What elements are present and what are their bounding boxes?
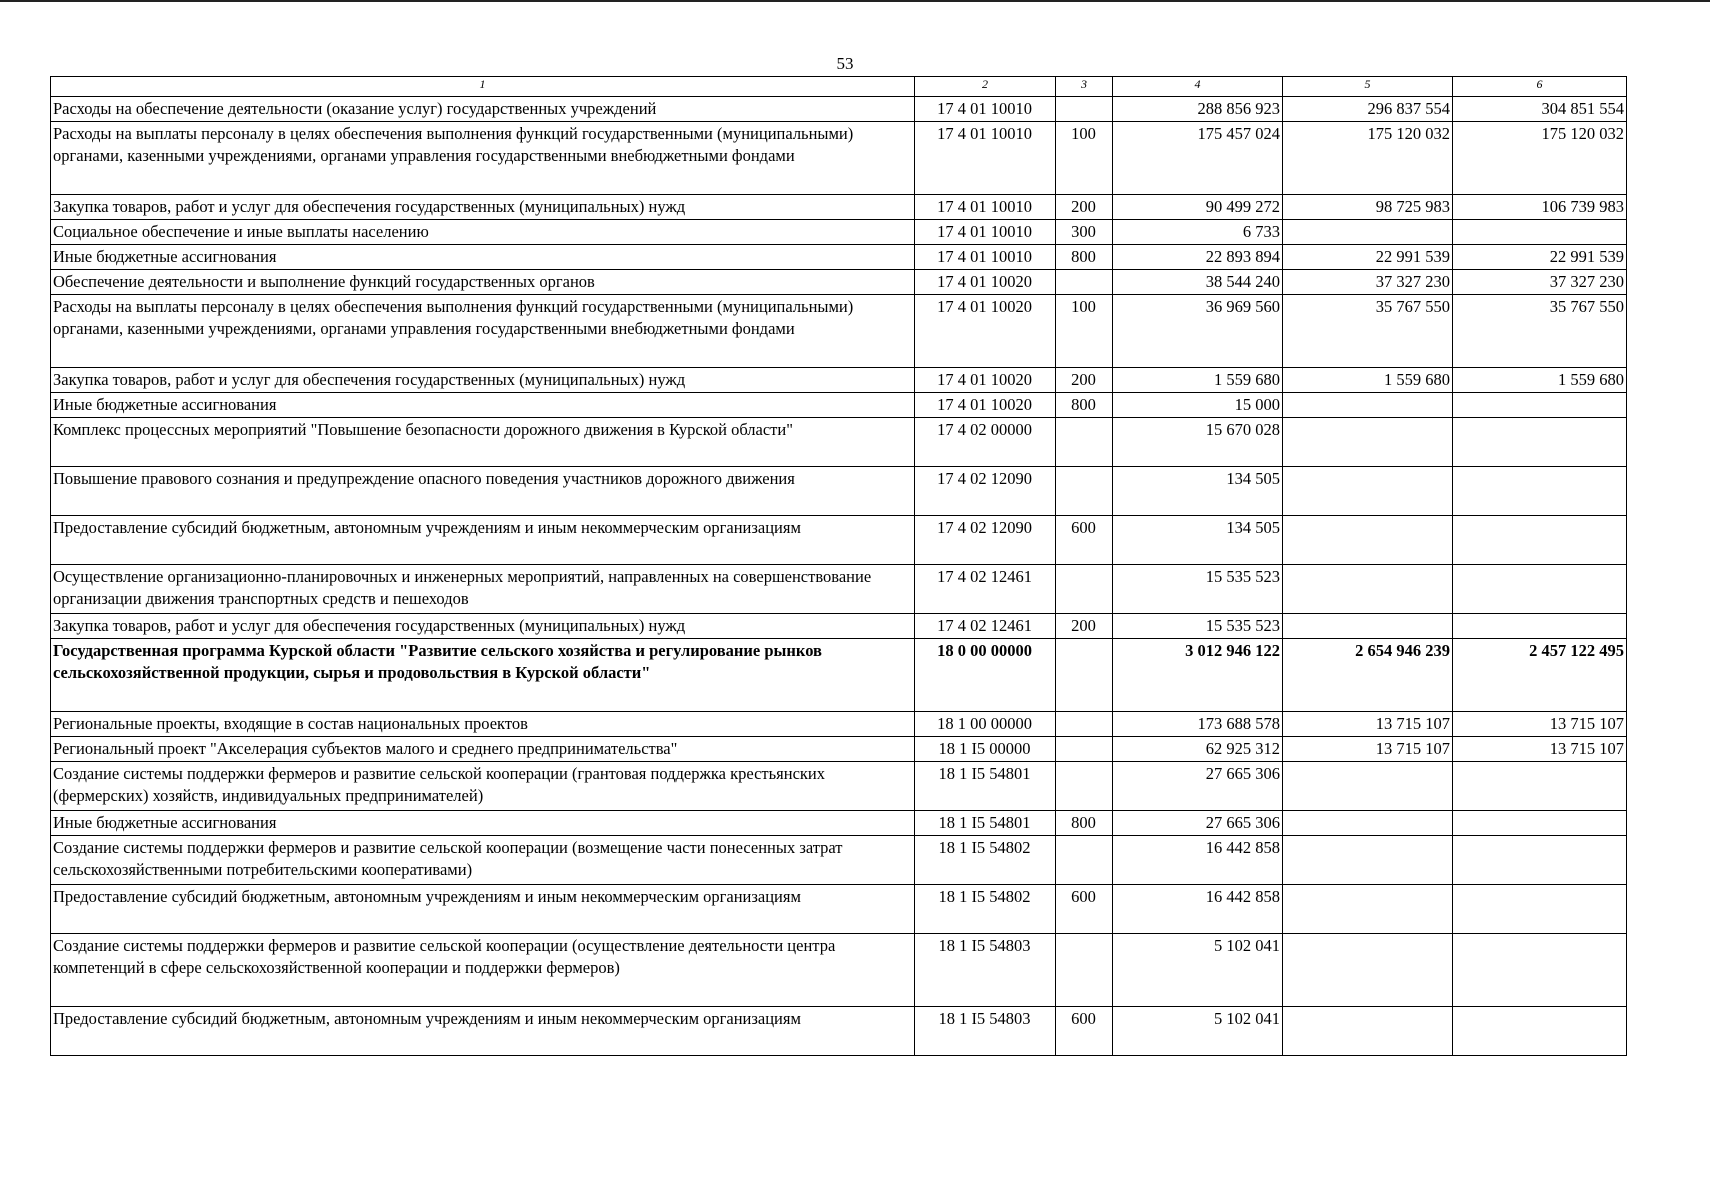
row-expense-type — [1056, 712, 1113, 737]
row-amount-col6 — [1453, 934, 1627, 1007]
row-expense-type: 800 — [1056, 811, 1113, 836]
row-amount-col5 — [1283, 1007, 1453, 1056]
row-target-code: 18 1 I5 54801 — [915, 762, 1056, 811]
table-row — [51, 565, 1627, 614]
row-name: Обеспечение деятельности и выполнение функций государственных органов — [51, 270, 915, 295]
table-row — [51, 467, 1627, 516]
row-amount-col5 — [1283, 934, 1453, 1007]
page-number: 53 — [836, 54, 854, 73]
table-row — [51, 712, 1627, 737]
row-name: Расходы на выплаты персоналу в целях обеспечения выполнения функций государственными (муниципальными) органами, казенными учреждениями, органами управления государственными внебюджетными фондами — [51, 122, 915, 195]
row-amount-col5 — [1283, 614, 1453, 639]
table-row — [51, 245, 1627, 270]
row-expense-type — [1056, 467, 1113, 516]
row-name: Создание системы поддержки фермеров и развитие сельской кооперации (грантовая поддержка крестьянских (фермерских) хозяйств, индивидуальных предпринимателей) — [51, 762, 915, 811]
row-expense-type: 200 — [1056, 368, 1113, 393]
row-amount-col4: 175 457 024 — [1113, 122, 1283, 195]
row-expense-type: 200 — [1056, 195, 1113, 220]
header-col-6: 6 — [1453, 77, 1627, 97]
row-expense-type — [1056, 565, 1113, 614]
row-amount-col6: 1 559 680 — [1453, 368, 1627, 393]
row-amount-col4: 288 856 923 — [1113, 97, 1283, 122]
header-col-3: 3 — [1056, 77, 1113, 97]
row-target-code: 17 4 01 10010 — [915, 220, 1056, 245]
table-row — [51, 295, 1627, 368]
row-target-code: 17 4 02 12090 — [915, 467, 1056, 516]
row-target-code: 18 1 I5 54801 — [915, 811, 1056, 836]
top-border-line — [0, 0, 1710, 2]
budget-table — [50, 76, 1627, 1056]
row-name: Иные бюджетные ассигнования — [51, 393, 915, 418]
row-amount-col4: 6 733 — [1113, 220, 1283, 245]
row-amount-col6 — [1453, 836, 1627, 885]
header-col-4: 4 — [1113, 77, 1283, 97]
row-amount-col5 — [1283, 220, 1453, 245]
row-amount-col6 — [1453, 565, 1627, 614]
row-target-code: 17 4 02 00000 — [915, 418, 1056, 467]
row-amount-col5: 13 715 107 — [1283, 712, 1453, 737]
row-amount-col5: 296 837 554 — [1283, 97, 1453, 122]
row-target-code: 17 4 02 12461 — [915, 565, 1056, 614]
row-amount-col4: 5 102 041 — [1113, 934, 1283, 1007]
row-target-code: 18 1 I5 54803 — [915, 1007, 1056, 1056]
row-amount-col5: 98 725 983 — [1283, 195, 1453, 220]
row-amount-col6: 175 120 032 — [1453, 122, 1627, 195]
row-expense-type — [1056, 270, 1113, 295]
row-name: Расходы на обеспечение деятельности (оказание услуг) государственных учреждений — [51, 97, 915, 122]
table-row — [51, 122, 1627, 195]
row-amount-col5 — [1283, 565, 1453, 614]
row-expense-type: 300 — [1056, 220, 1113, 245]
table-row — [51, 811, 1627, 836]
row-target-code: 17 4 01 10020 — [915, 393, 1056, 418]
row-expense-type — [1056, 762, 1113, 811]
row-amount-col5: 37 327 230 — [1283, 270, 1453, 295]
row-target-code: 18 1 I5 54803 — [915, 934, 1056, 1007]
row-expense-type — [1056, 836, 1113, 885]
row-amount-col5: 1 559 680 — [1283, 368, 1453, 393]
row-expense-type: 100 — [1056, 122, 1113, 195]
row-amount-col4: 15 670 028 — [1113, 418, 1283, 467]
row-amount-col5: 22 991 539 — [1283, 245, 1453, 270]
table-row — [51, 934, 1627, 1007]
row-target-code: 18 1 I5 54802 — [915, 885, 1056, 934]
row-expense-type: 200 — [1056, 614, 1113, 639]
row-name: Закупка товаров, работ и услуг для обеспечения государственных (муниципальных) нужд — [51, 195, 915, 220]
row-amount-col6: 22 991 539 — [1453, 245, 1627, 270]
row-amount-col5 — [1283, 418, 1453, 467]
row-amount-col6: 37 327 230 — [1453, 270, 1627, 295]
header-col-2: 2 — [915, 77, 1056, 97]
table-row — [51, 220, 1627, 245]
row-expense-type: 800 — [1056, 245, 1113, 270]
row-name: Осуществление организационно-планировочных и инженерных мероприятий, направленных на совершенствование организации движения транспортных средств и пешеходов — [51, 565, 915, 614]
row-target-code: 18 0 00 00000 — [915, 639, 1056, 712]
row-target-code: 17 4 01 10020 — [915, 368, 1056, 393]
row-name: Закупка товаров, работ и услуг для обеспечения государственных (муниципальных) нужд — [51, 368, 915, 393]
header-col-5: 5 — [1283, 77, 1453, 97]
row-target-code: 17 4 01 10010 — [915, 122, 1056, 195]
row-amount-col5 — [1283, 467, 1453, 516]
row-amount-col6 — [1453, 516, 1627, 565]
row-name: Государственная программа Курской области "Развитие сельского хозяйства и регулирование рынков сельскохозяйственной продукции, сырья и продовольствия в Курской области" — [51, 639, 915, 712]
row-amount-col6 — [1453, 762, 1627, 811]
row-amount-col5 — [1283, 393, 1453, 418]
row-amount-col5: 2 654 946 239 — [1283, 639, 1453, 712]
row-amount-col6 — [1453, 220, 1627, 245]
table-row — [51, 1007, 1627, 1056]
row-name: Социальное обеспечение и иные выплаты населению — [51, 220, 915, 245]
row-amount-col4: 1 559 680 — [1113, 368, 1283, 393]
row-name: Региональные проекты, входящие в состав национальных проектов — [51, 712, 915, 737]
row-amount-col6: 13 715 107 — [1453, 712, 1627, 737]
row-amount-col4: 15 535 523 — [1113, 614, 1283, 639]
table-row — [51, 195, 1627, 220]
table-row — [51, 270, 1627, 295]
row-expense-type: 600 — [1056, 516, 1113, 565]
column-number-header — [51, 77, 1627, 97]
table-row — [51, 639, 1627, 712]
table-row — [51, 97, 1627, 122]
row-target-code: 17 4 02 12461 — [915, 614, 1056, 639]
row-amount-col4: 134 505 — [1113, 467, 1283, 516]
row-name: Повышение правового сознания и предупреждение опасного поведения участников дорожного движения — [51, 467, 915, 516]
row-expense-type: 600 — [1056, 1007, 1113, 1056]
row-target-code: 17 4 02 12090 — [915, 516, 1056, 565]
row-amount-col5: 175 120 032 — [1283, 122, 1453, 195]
row-name: Иные бюджетные ассигнования — [51, 245, 915, 270]
row-expense-type — [1056, 639, 1113, 712]
row-expense-type — [1056, 418, 1113, 467]
row-amount-col6: 13 715 107 — [1453, 737, 1627, 762]
table-row — [51, 885, 1627, 934]
table-row — [51, 836, 1627, 885]
row-expense-type: 600 — [1056, 885, 1113, 934]
table-row — [51, 762, 1627, 811]
table-row — [51, 368, 1627, 393]
row-amount-col4: 134 505 — [1113, 516, 1283, 565]
table-row — [51, 614, 1627, 639]
row-amount-col4: 90 499 272 — [1113, 195, 1283, 220]
row-name: Создание системы поддержки фермеров и развитие сельской кооперации (осуществление деятельности центра компетенций в сфере сельскохозяйственной кооперации и поддержки фермеров) — [51, 934, 915, 1007]
row-target-code: 17 4 01 10020 — [915, 270, 1056, 295]
row-name: Предоставление субсидий бюджетным, автономным учреждениям и иным некоммерческим организациям — [51, 516, 915, 565]
row-amount-col4: 62 925 312 — [1113, 737, 1283, 762]
row-expense-type: 800 — [1056, 393, 1113, 418]
row-amount-col6 — [1453, 1007, 1627, 1056]
row-amount-col5 — [1283, 836, 1453, 885]
row-amount-col4: 16 442 858 — [1113, 836, 1283, 885]
row-amount-col6 — [1453, 393, 1627, 418]
header-col-1: 1 — [51, 77, 915, 97]
row-amount-col5 — [1283, 516, 1453, 565]
table-row — [51, 516, 1627, 565]
row-amount-col4: 16 442 858 — [1113, 885, 1283, 934]
row-amount-col4: 15 535 523 — [1113, 565, 1283, 614]
row-expense-type — [1056, 934, 1113, 1007]
row-name: Иные бюджетные ассигнования — [51, 811, 915, 836]
row-amount-col6: 106 739 983 — [1453, 195, 1627, 220]
row-name: Комплекс процессных мероприятий "Повышение безопасности дорожного движения в Курской области" — [51, 418, 915, 467]
row-amount-col5 — [1283, 811, 1453, 836]
row-name: Региональный проект "Акселерация субъектов малого и среднего предпринимательства" — [51, 737, 915, 762]
row-amount-col6: 304 851 554 — [1453, 97, 1627, 122]
row-name: Закупка товаров, работ и услуг для обеспечения государственных (муниципальных) нужд — [51, 614, 915, 639]
row-expense-type — [1056, 97, 1113, 122]
row-amount-col4: 27 665 306 — [1113, 762, 1283, 811]
row-name: Предоставление субсидий бюджетным, автономным учреждениям и иным некоммерческим организациям — [51, 885, 915, 934]
table-row — [51, 737, 1627, 762]
row-target-code: 18 1 I5 00000 — [915, 737, 1056, 762]
row-amount-col6 — [1453, 811, 1627, 836]
row-amount-col6: 2 457 122 495 — [1453, 639, 1627, 712]
row-amount-col5 — [1283, 885, 1453, 934]
row-amount-col4: 5 102 041 — [1113, 1007, 1283, 1056]
row-target-code: 17 4 01 10010 — [915, 195, 1056, 220]
row-name: Создание системы поддержки фермеров и развитие сельской кооперации (возмещение части понесенных затрат сельскохозяйственными потребительскими кооперативами) — [51, 836, 915, 885]
row-target-code: 17 4 01 10010 — [915, 245, 1056, 270]
table-row — [51, 393, 1627, 418]
row-target-code: 17 4 01 10010 — [915, 97, 1056, 122]
row-amount-col6 — [1453, 885, 1627, 934]
row-amount-col5: 35 767 550 — [1283, 295, 1453, 368]
row-expense-type — [1056, 737, 1113, 762]
row-target-code: 18 1 00 00000 — [915, 712, 1056, 737]
table-body — [51, 77, 1627, 1056]
row-amount-col4: 27 665 306 — [1113, 811, 1283, 836]
row-expense-type: 100 — [1056, 295, 1113, 368]
row-amount-col6 — [1453, 467, 1627, 516]
row-amount-col4: 36 969 560 — [1113, 295, 1283, 368]
row-amount-col4: 22 893 894 — [1113, 245, 1283, 270]
row-name: Расходы на выплаты персоналу в целях обеспечения выполнения функций государственными (муниципальными) органами, казенными учреждениями, органами управления государственными внебюджетными фондами — [51, 295, 915, 368]
row-amount-col5 — [1283, 762, 1453, 811]
row-amount-col4: 38 544 240 — [1113, 270, 1283, 295]
table-row — [51, 418, 1627, 467]
row-name: Предоставление субсидий бюджетным, автономным учреждениям и иным некоммерческим организациям — [51, 1007, 915, 1056]
row-amount-col6: 35 767 550 — [1453, 295, 1627, 368]
row-amount-col4: 3 012 946 122 — [1113, 639, 1283, 712]
row-amount-col4: 15 000 — [1113, 393, 1283, 418]
row-amount-col6 — [1453, 418, 1627, 467]
row-amount-col5: 13 715 107 — [1283, 737, 1453, 762]
row-target-code: 17 4 01 10020 — [915, 295, 1056, 368]
row-amount-col6 — [1453, 614, 1627, 639]
row-target-code: 18 1 I5 54802 — [915, 836, 1056, 885]
row-amount-col4: 173 688 578 — [1113, 712, 1283, 737]
